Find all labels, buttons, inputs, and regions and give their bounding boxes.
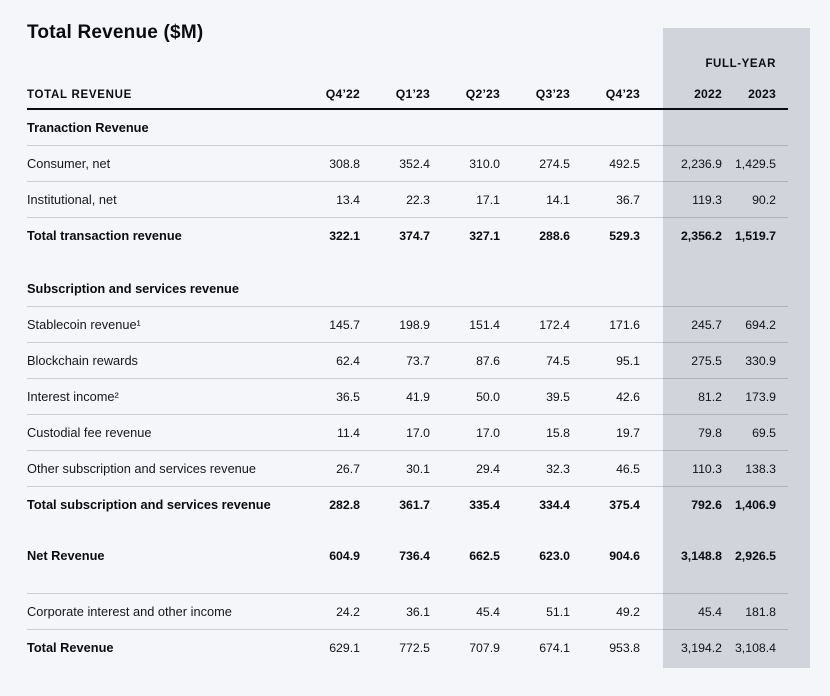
- total-revenue-table: [27, 46, 788, 665]
- cell-value: 1,429.5: [734, 156, 776, 171]
- section-label: Subscription and services revenue: [27, 281, 239, 296]
- cell-value: 13.4: [336, 192, 360, 207]
- cell-value: 51.1: [546, 604, 570, 619]
- row-label: Total subscription and services revenue: [27, 497, 271, 512]
- row-label: Net Revenue: [27, 548, 105, 563]
- cell-value: 334.4: [539, 497, 570, 512]
- cell-value: 45.4: [476, 604, 500, 619]
- cell-value: 308.8: [329, 156, 360, 171]
- cell-value: 30.1: [406, 461, 430, 476]
- row-spacer: [27, 522, 788, 538]
- cell-value: 529.3: [609, 228, 640, 243]
- cell-value: 2,236.9: [680, 156, 722, 171]
- cell-value: 42.6: [616, 389, 640, 404]
- cell-value: 74.5: [546, 353, 570, 368]
- cell-value: 1,406.9: [734, 497, 776, 512]
- cell-value: 26.7: [336, 461, 360, 476]
- total-row-transaction-revenue: [27, 217, 788, 253]
- cell-value: 674.1: [539, 640, 570, 655]
- table-row-interest-income: [27, 378, 788, 414]
- row-label: Institutional, net: [27, 192, 117, 207]
- table-header: [27, 46, 788, 110]
- cell-value: 87.6: [476, 353, 500, 368]
- cell-value: 282.8: [329, 497, 360, 512]
- cell-value: 327.1: [469, 228, 500, 243]
- row-label: Total transaction revenue: [27, 228, 182, 243]
- table-row-consumer-net: [27, 145, 788, 181]
- cell-value: 79.8: [698, 425, 722, 440]
- row-label: Consumer, net: [27, 156, 111, 171]
- column-header-q1-23: Q1’23: [395, 87, 430, 101]
- page-title: Total Revenue ($M): [27, 22, 204, 43]
- cell-value: 3,108.4: [734, 640, 776, 655]
- cell-value: 145.7: [329, 317, 360, 332]
- cell-value: 69.5: [752, 425, 776, 440]
- row-label: Interest income²: [27, 389, 119, 404]
- cell-value: 361.7: [399, 497, 430, 512]
- row-label: Custodial fee revenue: [27, 425, 152, 440]
- row-label: Other subscription and services revenue: [27, 461, 257, 476]
- section-label: Tranaction Revenue: [27, 120, 149, 135]
- cell-value: 904.6: [609, 548, 640, 563]
- cell-value: 138.3: [745, 461, 776, 476]
- cell-value: 29.4: [476, 461, 500, 476]
- cell-value: 1,519.7: [734, 228, 776, 243]
- cell-value: 2,356.2: [680, 228, 722, 243]
- table-row-corporate-interest: [27, 593, 788, 629]
- header-total-revenue-label: TOTAL REVENUE: [27, 89, 132, 101]
- cell-value: 172.4: [539, 317, 570, 332]
- cell-value: 694.2: [745, 317, 776, 332]
- total-row-net-revenue: [27, 538, 788, 573]
- total-row-total-revenue: [27, 629, 788, 665]
- cell-value: 73.7: [406, 353, 430, 368]
- cell-value: 36.5: [336, 389, 360, 404]
- table-row-blockchain-rewards: [27, 342, 788, 378]
- cell-value: 17.0: [476, 425, 500, 440]
- cell-value: 274.5: [539, 156, 570, 171]
- column-header-q4-22: Q4’22: [325, 87, 360, 101]
- cell-value: 335.4: [469, 497, 500, 512]
- cell-value: 375.4: [609, 497, 640, 512]
- cell-value: 2,926.5: [734, 548, 776, 563]
- cell-value: 707.9: [469, 640, 500, 655]
- cell-value: 736.4: [399, 548, 430, 563]
- cell-value: 41.9: [406, 389, 430, 404]
- row-label: Total Revenue: [27, 640, 114, 655]
- row-label: Corporate interest and other income: [27, 604, 232, 619]
- column-header-q4-23: Q4’23: [605, 87, 640, 101]
- cell-value: 953.8: [609, 640, 640, 655]
- cell-value: 288.6: [539, 228, 570, 243]
- full-year-header: FULL-YEAR: [705, 58, 776, 70]
- cell-value: 17.1: [476, 192, 500, 207]
- total-row-subscription-revenue: [27, 486, 788, 522]
- cell-value: 604.9: [329, 548, 360, 563]
- column-header-q2-23: Q2’23: [465, 87, 500, 101]
- row-label: Stablecoin revenue¹: [27, 317, 141, 332]
- cell-value: 310.0: [469, 156, 500, 171]
- table-row-other-subscription-revenue: [27, 450, 788, 486]
- cell-value: 374.7: [399, 228, 430, 243]
- cell-value: 45.4: [698, 604, 722, 619]
- section-row-subscription-revenue: [27, 271, 788, 306]
- cell-value: 330.9: [745, 353, 776, 368]
- cell-value: 171.6: [609, 317, 640, 332]
- cell-value: 352.4: [399, 156, 430, 171]
- cell-value: 95.1: [616, 353, 640, 368]
- cell-value: 50.0: [476, 389, 500, 404]
- cell-value: 24.2: [336, 604, 360, 619]
- cell-value: 173.9: [745, 389, 776, 404]
- cell-value: 14.1: [546, 192, 570, 207]
- cell-value: 17.0: [406, 425, 430, 440]
- table-row-institutional-net: [27, 181, 788, 217]
- row-spacer: [27, 573, 788, 593]
- cell-value: 492.5: [609, 156, 640, 171]
- section-row-transaction-revenue: [27, 110, 788, 145]
- cell-value: 90.2: [752, 192, 776, 207]
- cell-value: 623.0: [539, 548, 570, 563]
- table-row-stablecoin-revenue: [27, 306, 788, 342]
- cell-value: 39.5: [546, 389, 570, 404]
- cell-value: 46.5: [616, 461, 640, 476]
- cell-value: 151.4: [469, 317, 500, 332]
- cell-value: 245.7: [691, 317, 722, 332]
- cell-value: 629.1: [329, 640, 360, 655]
- row-spacer: [27, 253, 788, 271]
- cell-value: 792.6: [691, 497, 722, 512]
- column-header-2022: 2022: [694, 87, 722, 101]
- cell-value: 772.5: [399, 640, 430, 655]
- cell-value: 3,194.2: [680, 640, 722, 655]
- cell-value: 275.5: [691, 353, 722, 368]
- cell-value: 662.5: [469, 548, 500, 563]
- cell-value: 36.7: [616, 192, 640, 207]
- cell-value: 81.2: [698, 389, 722, 404]
- cell-value: 110.3: [692, 461, 722, 476]
- cell-value: 119.3: [692, 192, 722, 207]
- cell-value: 22.3: [406, 192, 430, 207]
- cell-value: 322.1: [329, 228, 360, 243]
- cell-value: 3,148.8: [680, 548, 722, 563]
- cell-value: 181.8: [745, 604, 776, 619]
- column-header-q3-23: Q3’23: [535, 87, 570, 101]
- cell-value: 198.9: [399, 317, 430, 332]
- cell-value: 15.8: [546, 425, 570, 440]
- cell-value: 11.4: [336, 425, 360, 440]
- cell-value: 49.2: [616, 604, 640, 619]
- row-label: Blockchain rewards: [27, 353, 138, 368]
- column-header-2023: 2023: [748, 87, 776, 101]
- cell-value: 36.1: [406, 604, 430, 619]
- cell-value: 62.4: [336, 353, 360, 368]
- cell-value: 32.3: [546, 461, 570, 476]
- cell-value: 19.7: [616, 425, 640, 440]
- table-row-custodial-fee-revenue: [27, 414, 788, 450]
